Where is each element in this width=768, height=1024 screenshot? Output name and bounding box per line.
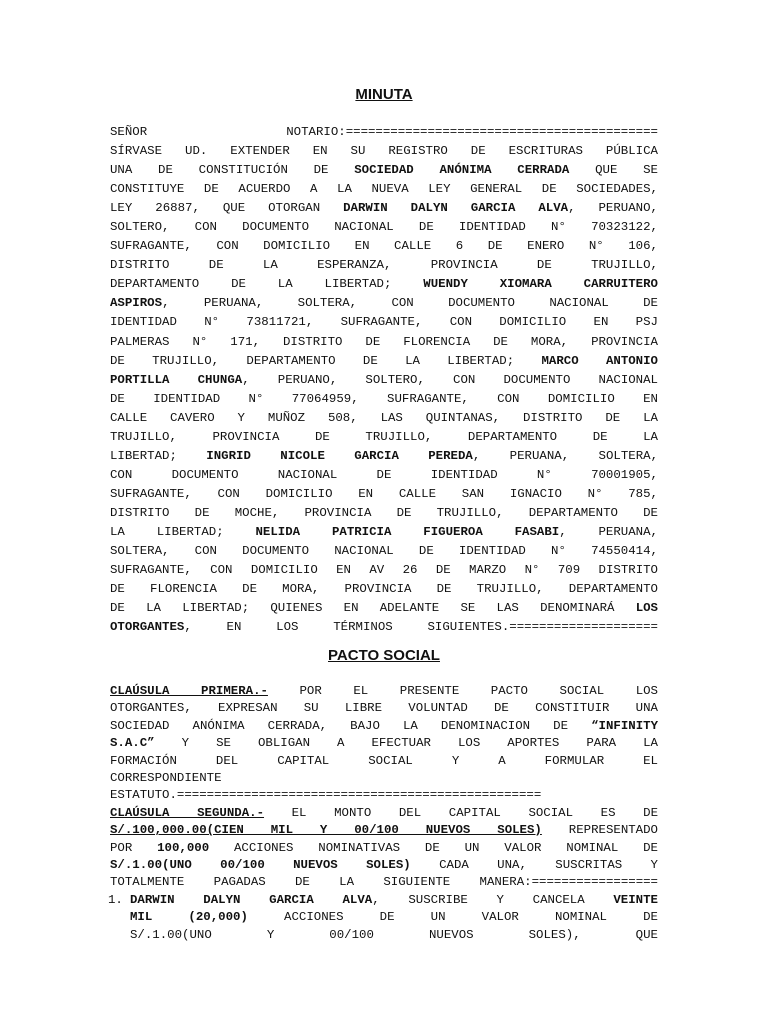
intro-text: SUFRAGANTE, CON DOMICILIO EN AV 26 DE MARZO N° 709 DISTRITO xyxy=(110,563,658,578)
intro-line xyxy=(110,390,658,409)
clause-text: ACCIONES DE UN VALOR NOMINAL DE xyxy=(247,910,658,925)
clause-line xyxy=(110,753,658,770)
intro-paragraph xyxy=(110,123,658,637)
intro-line xyxy=(110,352,658,371)
intro-text: DE LA LIBERTAD; QUIENES EN ADELANTE SE LAS DENOMINARÁ xyxy=(110,601,636,616)
intro-text: SUFRAGANTE, CON DOMICILIO EN CALLE 6 DE ENERO N° 106, xyxy=(110,239,658,254)
intro-line xyxy=(110,218,658,237)
clause-line xyxy=(110,857,658,874)
intro-text: SUFRAGANTE, CON DOMICILIO EN CALLE SAN IGNACIO N° 785, xyxy=(110,486,658,501)
defined-term: OTORGANTES xyxy=(110,620,185,635)
intro-text: SOLTERO, CON DOCUMENTO NACIONAL DE IDENTIDAD N° 70323122, xyxy=(110,220,658,235)
company-name: S.A.C” xyxy=(110,736,155,751)
intro-line xyxy=(110,237,658,256)
clause-text: TOTALMENTE PAGADAS DE LA SIGUIENTE MANERA:================= xyxy=(110,875,658,890)
intro-text: , PERUANO, SOLTERO, CON DOCUMENTO NACIONAL xyxy=(242,372,658,387)
share-count: MIL (20,000) xyxy=(130,910,248,925)
clause-line xyxy=(110,805,658,822)
clause-text: FORMACIÓN DEL CAPITAL SOCIAL Y A FORMULAR EL xyxy=(110,753,658,768)
clause-line xyxy=(110,683,658,700)
clause-text: Y SE OBLIGAN A EFECTUAR LOS APORTES PARA LA xyxy=(154,736,658,751)
clause-text: SOCIEDAD ANÓNIMA CERRADA, BAJO LA DENOMINACION DE xyxy=(110,718,592,733)
clause-label: CLAÚSULA PRIMERA.- xyxy=(110,684,268,698)
intro-line xyxy=(110,561,658,580)
intro-line xyxy=(110,447,658,466)
grantor-name: INGRID NICOLE GARCIA PEREDA xyxy=(206,448,473,463)
document-title: MINUTA xyxy=(355,86,413,103)
clause-line xyxy=(110,822,658,839)
intro-text: SEÑOR NOTARIO:========================================== xyxy=(110,125,658,139)
clause-label: CLAÚSULA SEGUNDA.- xyxy=(110,805,265,820)
grantor-name: DARWIN DALYN GARCIA ALVA xyxy=(130,892,373,907)
intro-text: DE TRUJILLO, DEPARTAMENTO DE LA LIBERTAD; xyxy=(110,353,542,368)
intro-text: CON DOCUMENTO NACIONAL DE IDENTIDAD N° 70001905, xyxy=(110,467,658,482)
list-number: 1. xyxy=(108,892,123,907)
intro-text: , PERUANA, SOLTERA, CON DOCUMENTO NACIONAL DE xyxy=(162,296,658,311)
grantor-name: NELIDA PATRICIA FIGUEROA FASABI xyxy=(255,524,560,539)
intro-text: DE FLORENCIA DE MORA, PROVINCIA DE TRUJILLO, DEPARTAMENTO xyxy=(110,582,658,597)
intro-line xyxy=(110,371,658,390)
intro-line xyxy=(110,275,658,294)
intro-text: CONSTITUYE DE ACUERDO A LA NUEVA LEY GENERAL DE SOCIEDADES, xyxy=(110,182,658,197)
intro-text: DE IDENTIDAD N° 77064959, SUFRAGANTE, CON DOMICILIO EN xyxy=(110,391,658,406)
grantor-name: MARCO ANTONIO xyxy=(541,353,658,368)
clause-text: CORRESPONDIENTE xyxy=(110,771,222,786)
intro-line xyxy=(110,142,658,161)
intro-text: LA LIBERTAD; xyxy=(110,524,256,539)
list-item xyxy=(110,892,658,909)
list-item-line xyxy=(110,909,658,926)
intro-text: IDENTIDAD N° 73811721, SUFRAGANTE, CON DOMICILIO EN PSJ xyxy=(110,315,658,330)
clause-line xyxy=(110,735,658,752)
grantor-name: ASPIROS xyxy=(110,296,163,311)
intro-text: UNA DE CONSTITUCIÓN DE xyxy=(110,163,355,178)
section-title: PACTO SOCIAL xyxy=(328,647,440,664)
intro-line xyxy=(110,313,658,332)
clause-line xyxy=(110,840,658,857)
intro-line xyxy=(110,199,658,218)
share-count: 100,000 xyxy=(157,840,210,855)
clause-text: ACCIONES NOMINATIVAS DE UN VALOR NOMINAL DE xyxy=(209,840,658,855)
intro-text: , EN LOS TÉRMINOS SIGUIENTES.==================== xyxy=(184,620,658,635)
intro-text: , PERUANO, xyxy=(568,201,658,216)
clause-text: , SUSCRIBE Y CANCELA xyxy=(372,892,614,907)
grantor-name: DARWIN DALYN GARCIA ALVA xyxy=(343,201,569,216)
intro-line xyxy=(110,618,658,637)
pacto-social-body xyxy=(110,683,658,944)
clause-line xyxy=(110,700,658,717)
clause-text: POR xyxy=(110,840,158,855)
intro-text: SÍRVASE UD. EXTENDER EN SU REGISTRO DE ESCRITURAS PÚBLICA xyxy=(110,144,658,159)
clause-text: CADA UNA, SUSCRITAS Y xyxy=(410,858,658,873)
intro-line xyxy=(110,485,658,504)
intro-line xyxy=(110,504,658,523)
intro-text: , PERUANA, xyxy=(559,524,658,539)
share-count: VEINTE xyxy=(613,892,658,907)
intro-text: LEY 26887, QUE OTORGAN xyxy=(110,201,344,216)
grantor-name: WUENDY XIOMARA CARRUITERO xyxy=(423,277,658,292)
clause-text: POR EL PRESENTE PACTO SOCIAL LOS xyxy=(267,684,658,698)
intro-line xyxy=(110,294,658,313)
intro-line xyxy=(110,580,658,599)
capital-amount: S/.100,000.00(CIEN MIL Y 00/100 NUEVOS SOLES) xyxy=(110,823,542,838)
intro-text: , PERUANA, SOLTERA, xyxy=(472,448,659,463)
intro-line xyxy=(110,428,658,447)
grantor-name: PORTILLA CHUNGA xyxy=(110,372,243,387)
intro-text: QUE SE xyxy=(569,163,658,178)
intro-text: DISTRITO DE LA ESPERANZA, PROVINCIA DE TRUJILLO, xyxy=(110,258,658,273)
intro-text: CALLE CAVERO Y MUÑOZ 508, LAS QUINTANAS, DISTRITO DE LA xyxy=(110,410,658,425)
clause-text: OTORGANTES, EXPRESAN SU LIBRE VOLUNTAD DE CONSTITUIR UNA xyxy=(110,701,658,716)
intro-text: DEPARTAMENTO DE LA LIBERTAD; xyxy=(110,277,424,292)
clause-line xyxy=(110,787,658,804)
intro-line xyxy=(110,409,658,428)
intro-line xyxy=(110,542,658,561)
intro-text: LIBERTAD; xyxy=(110,448,207,463)
company-type: SOCIEDAD ANÓNIMA CERRADA xyxy=(354,163,570,178)
intro-text: DISTRITO DE MOCHE, PROVINCIA DE TRUJILLO, DEPARTAMENTO DE xyxy=(110,505,658,520)
intro-line xyxy=(110,466,658,485)
intro-text: TRUJILLO, PROVINCIA DE TRUJILLO, DEPARTAMENTO DE LA xyxy=(110,429,658,444)
intro-line xyxy=(110,333,658,352)
clause-text: S/.1.00(UNO Y 00/100 NUEVOS SOLES), QUE xyxy=(130,927,658,942)
intro-line xyxy=(110,123,658,142)
intro-line xyxy=(110,599,658,618)
clause-text: ESTATUTO.================================================= xyxy=(110,788,542,803)
intro-line xyxy=(110,161,658,180)
intro-line xyxy=(110,180,658,199)
defined-term: LOS xyxy=(635,601,658,616)
clause-line xyxy=(110,770,658,787)
intro-line xyxy=(110,523,658,542)
intro-text: PALMERAS N° 171, DISTRITO DE FLORENCIA DE MORA, PROVINCIA xyxy=(110,334,658,349)
clause-line xyxy=(110,718,658,735)
clause-line xyxy=(110,874,658,891)
intro-line xyxy=(110,256,658,275)
company-name: “INFINITY xyxy=(591,718,658,733)
nominal-value: S/.1.00(UNO 00/100 NUEVOS SOLES) xyxy=(110,858,411,873)
list-item-line xyxy=(110,927,658,944)
intro-text: SOLTERA, CON DOCUMENTO NACIONAL DE IDENTIDAD N° 74550414, xyxy=(110,544,658,559)
clause-text: EL MONTO DEL CAPITAL SOCIAL ES DE xyxy=(264,805,659,820)
clause-text: REPRESENTADO xyxy=(541,823,658,838)
